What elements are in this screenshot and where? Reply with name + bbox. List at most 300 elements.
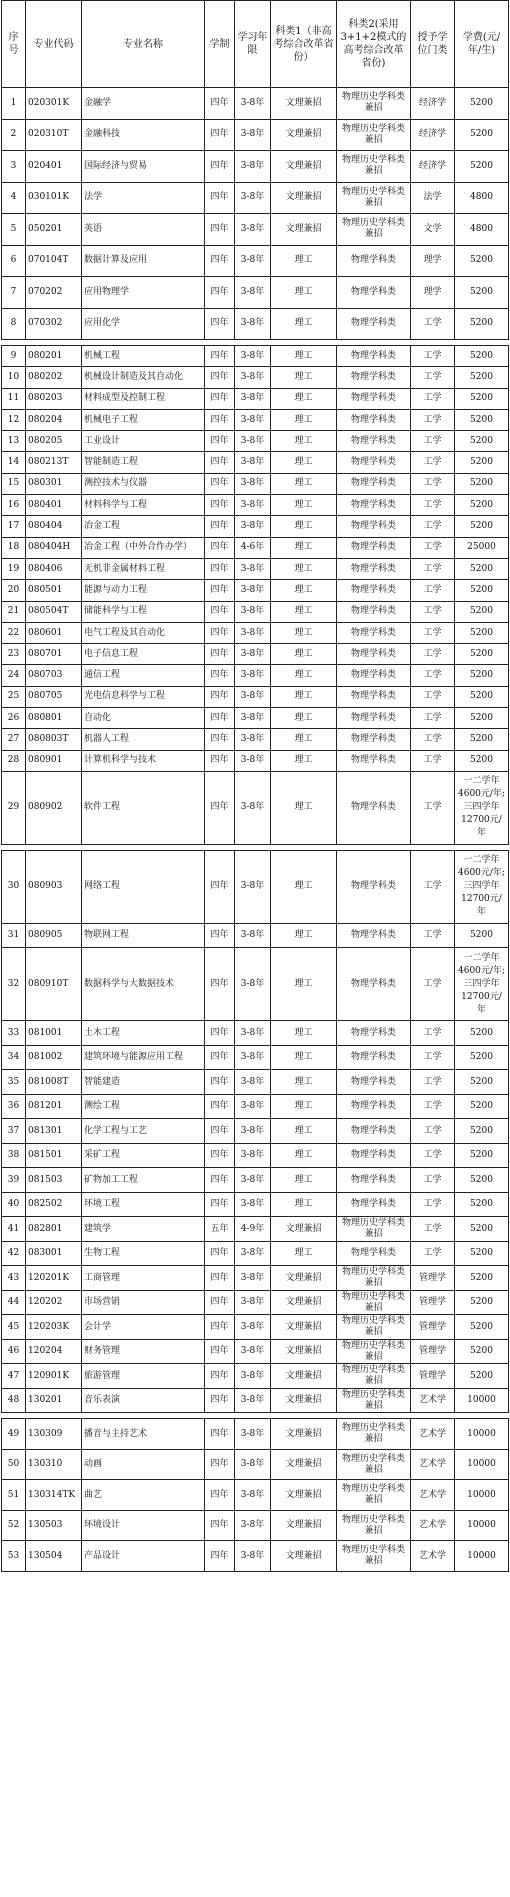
cell-code: 081503 — [26, 1168, 82, 1193]
cell-category-1: 理工 — [271, 346, 337, 367]
cell-name: 智能制造工程 — [82, 452, 205, 473]
cell-fee: 5200 — [455, 388, 509, 409]
cell-category-1: 文理兼招 — [271, 1388, 337, 1413]
cell-code: 080401 — [26, 495, 82, 516]
cell-code: 080201 — [26, 346, 82, 367]
cell-code: 130314TK — [26, 1480, 82, 1511]
cell-system: 四年 — [205, 495, 235, 516]
cell-name: 机械设计制造及其自动化 — [82, 367, 205, 388]
cell-code: 081001 — [26, 1021, 82, 1046]
cell-category-1: 理工 — [271, 923, 337, 948]
cell-category-1: 文理兼招 — [271, 1266, 337, 1291]
cell-years: 3-8年 — [235, 388, 271, 409]
cell-code: 081301 — [26, 1119, 82, 1144]
cell-fee: 10000 — [455, 1541, 509, 1572]
cell-years: 3-8年 — [235, 1449, 271, 1480]
cell-system: 四年 — [205, 708, 235, 729]
cell-name: 应用物理学 — [82, 277, 205, 309]
cell-category-2: 物理学科类 — [337, 1119, 411, 1144]
cell-degree: 艺术学 — [411, 1480, 455, 1511]
cell-years: 3-8年 — [235, 948, 271, 1021]
cell-fee: 一二学年4600元/年;三四学年12700元/年 — [455, 771, 509, 844]
cell-category-2: 物理学科类 — [337, 644, 411, 665]
cell-category-2: 物理学科类 — [337, 686, 411, 707]
table-row — [2, 1168, 509, 1193]
cell-category-2: 物理学科类 — [337, 1241, 411, 1266]
cell-degree: 经济学 — [411, 88, 455, 120]
cell-code: 070104T — [26, 245, 82, 277]
cell-category-1: 理工 — [271, 1119, 337, 1144]
cell-fee: 5200 — [455, 88, 509, 120]
cell-name: 财务管理 — [82, 1339, 205, 1364]
cell-years: 3-8年 — [235, 708, 271, 729]
cell-degree: 工学 — [411, 537, 455, 558]
cell-fee: 5200 — [455, 644, 509, 665]
cell-system: 四年 — [205, 1510, 235, 1541]
cell-name: 金融学 — [82, 88, 205, 120]
cell-seq: 7 — [2, 277, 26, 309]
cell-name: 工商管理 — [82, 1266, 205, 1291]
cell-degree: 经济学 — [411, 119, 455, 151]
cell-category-2: 物理学科类 — [337, 1168, 411, 1193]
cell-fee: 5200 — [455, 277, 509, 309]
cell-system: 四年 — [205, 182, 235, 214]
table-row — [2, 245, 509, 277]
cell-degree: 工学 — [411, 346, 455, 367]
cell-system: 四年 — [205, 277, 235, 309]
cell-fee: 4800 — [455, 214, 509, 246]
cell-seq: 19 — [2, 558, 26, 579]
cell-degree: 工学 — [411, 580, 455, 601]
cell-seq: 20 — [2, 580, 26, 601]
cell-category-1: 理工 — [271, 622, 337, 643]
cell-fee: 5200 — [455, 1315, 509, 1340]
cell-system: 四年 — [205, 1119, 235, 1144]
cell-category-1: 理工 — [271, 729, 337, 750]
table-row — [2, 750, 509, 771]
cell-system: 四年 — [205, 558, 235, 579]
cell-code: 080905 — [26, 923, 82, 948]
cell-category-2: 物理历史学科类兼招 — [337, 182, 411, 214]
cell-code: 030101K — [26, 182, 82, 214]
cell-fee: 5200 — [455, 516, 509, 537]
cell-seq: 30 — [2, 850, 26, 923]
table-row — [2, 1192, 509, 1217]
table-row — [2, 1119, 509, 1144]
cell-seq: 22 — [2, 622, 26, 643]
cell-category-2: 物理学科类 — [337, 1143, 411, 1168]
cell-category-1: 理工 — [271, 750, 337, 771]
cell-years: 3-8年 — [235, 686, 271, 707]
cell-seq: 24 — [2, 665, 26, 686]
cell-category-1: 文理兼招 — [271, 182, 337, 214]
cell-degree: 工学 — [411, 558, 455, 579]
cell-degree: 工学 — [411, 1143, 455, 1168]
cell-code: 080705 — [26, 686, 82, 707]
cell-code: 082801 — [26, 1217, 82, 1242]
cell-category-2: 物理历史学科类兼招 — [337, 1290, 411, 1315]
cell-fee: 5200 — [455, 1364, 509, 1389]
table-row — [2, 151, 509, 183]
cell-category-1: 理工 — [271, 409, 337, 430]
cell-code: 120204 — [26, 1339, 82, 1364]
cell-category-2: 物理学科类 — [337, 923, 411, 948]
cell-name: 测绘工程 — [82, 1094, 205, 1119]
cell-category-2: 物理学科类 — [337, 850, 411, 923]
cell-category-1: 文理兼招 — [271, 1315, 337, 1340]
cell-code: 080301 — [26, 473, 82, 494]
cell-seq: 50 — [2, 1449, 26, 1480]
cell-years: 3-8年 — [235, 580, 271, 601]
table-row — [2, 1315, 509, 1340]
cell-system: 四年 — [205, 88, 235, 120]
cell-degree: 工学 — [411, 622, 455, 643]
table-row — [2, 495, 509, 516]
cell-fee: 5200 — [455, 923, 509, 948]
cell-name: 光电信息科学与工程 — [82, 686, 205, 707]
cell-code: 130201 — [26, 1388, 82, 1413]
table-row — [2, 119, 509, 151]
cell-category-1: 文理兼招 — [271, 214, 337, 246]
cell-category-2: 物理历史学科类兼招 — [337, 1364, 411, 1389]
cell-years: 3-8年 — [235, 409, 271, 430]
cell-name: 会计学 — [82, 1315, 205, 1340]
cell-name: 无机非金属材料工程 — [82, 558, 205, 579]
header-seq: 序号 — [2, 1, 26, 88]
cell-degree: 工学 — [411, 367, 455, 388]
cell-system: 四年 — [205, 1045, 235, 1070]
table-row — [2, 1480, 509, 1511]
cell-name: 电子信息工程 — [82, 644, 205, 665]
header-code: 专业代码 — [26, 1, 82, 88]
cell-seq: 26 — [2, 708, 26, 729]
cell-seq: 2 — [2, 119, 26, 151]
cell-code: 080203 — [26, 388, 82, 409]
cell-years: 3-8年 — [235, 1480, 271, 1511]
cell-category-1: 理工 — [271, 1143, 337, 1168]
cell-system: 四年 — [205, 1315, 235, 1340]
cell-code: 080404 — [26, 516, 82, 537]
header-category-2: 科类2(采用3+1+2模式的高考综合改革省份) — [337, 1, 411, 88]
cell-years: 4-9年 — [235, 1217, 271, 1242]
cell-years: 3-8年 — [235, 214, 271, 246]
cell-years: 3-8年 — [235, 1021, 271, 1046]
cell-category-2: 物理历史学科类兼招 — [337, 119, 411, 151]
cell-degree: 艺术学 — [411, 1541, 455, 1572]
cell-seq: 6 — [2, 245, 26, 277]
cell-seq: 16 — [2, 495, 26, 516]
header-category-1: 科类1（非高考综合改革省份） — [271, 1, 337, 88]
cell-years: 3-8年 — [235, 1143, 271, 1168]
cell-years: 3-8年 — [235, 119, 271, 151]
cell-seq: 40 — [2, 1192, 26, 1217]
cell-code: 080801 — [26, 708, 82, 729]
cell-name: 土木工程 — [82, 1021, 205, 1046]
cell-fee: 5200 — [455, 580, 509, 601]
cell-years: 3-8年 — [235, 1541, 271, 1572]
cell-category-1: 理工 — [271, 452, 337, 473]
cell-name: 建筑学 — [82, 1217, 205, 1242]
cell-category-1: 理工 — [271, 516, 337, 537]
cell-years: 3-8年 — [235, 750, 271, 771]
cell-code: 080901 — [26, 750, 82, 771]
cell-name: 曲艺 — [82, 1480, 205, 1511]
cell-category-1: 理工 — [271, 708, 337, 729]
cell-seq: 5 — [2, 214, 26, 246]
cell-code: 070202 — [26, 277, 82, 309]
cell-fee: 5200 — [455, 119, 509, 151]
table-row — [2, 923, 509, 948]
cell-system: 四年 — [205, 1094, 235, 1119]
cell-code: 120201K — [26, 1266, 82, 1291]
cell-degree: 工学 — [411, 771, 455, 844]
table-row — [2, 1339, 509, 1364]
cell-name: 机械工程 — [82, 346, 205, 367]
cell-category-1: 理工 — [271, 850, 337, 923]
cell-fee: 5200 — [455, 1094, 509, 1119]
cell-name: 数据计算及应用 — [82, 245, 205, 277]
cell-category-2: 物理学科类 — [337, 245, 411, 277]
cell-category-2: 物理学科类 — [337, 388, 411, 409]
cell-code: 080406 — [26, 558, 82, 579]
cell-fee: 5200 — [455, 473, 509, 494]
cell-system: 四年 — [205, 948, 235, 1021]
table-row — [2, 1388, 509, 1413]
cell-fee: 10000 — [455, 1449, 509, 1480]
cell-category-2: 物理历史学科类兼招 — [337, 1388, 411, 1413]
cell-degree: 工学 — [411, 750, 455, 771]
cell-years: 3-8年 — [235, 367, 271, 388]
cell-name: 数据科学与大数据技术 — [82, 948, 205, 1021]
cell-seq: 41 — [2, 1217, 26, 1242]
cell-fee: 5200 — [455, 558, 509, 579]
cell-degree: 工学 — [411, 1192, 455, 1217]
cell-fee: 5200 — [455, 1045, 509, 1070]
cell-category-1: 理工 — [271, 948, 337, 1021]
cell-category-1: 理工 — [271, 367, 337, 388]
cell-code: 130504 — [26, 1541, 82, 1572]
table-row — [2, 729, 509, 750]
cell-code: 080404H — [26, 537, 82, 558]
cell-name: 环境工程 — [82, 1192, 205, 1217]
cell-category-2: 物理历史学科类兼招 — [337, 1480, 411, 1511]
cell-years: 3-8年 — [235, 601, 271, 622]
cell-code: 080803T — [26, 729, 82, 750]
cell-system: 四年 — [205, 665, 235, 686]
cell-seq: 42 — [2, 1241, 26, 1266]
table-row — [2, 346, 509, 367]
cell-fee: 5200 — [455, 1021, 509, 1046]
cell-name: 化学工程与工艺 — [82, 1119, 205, 1144]
table-row — [2, 558, 509, 579]
cell-seq: 27 — [2, 729, 26, 750]
cell-degree: 管理学 — [411, 1290, 455, 1315]
cell-code: 081201 — [26, 1094, 82, 1119]
cell-degree: 管理学 — [411, 1364, 455, 1389]
table-row — [2, 771, 509, 844]
table-row — [2, 665, 509, 686]
cell-name: 旅游管理 — [82, 1364, 205, 1389]
table-row — [2, 1094, 509, 1119]
cell-years: 3-8年 — [235, 431, 271, 452]
cell-category-1: 理工 — [271, 245, 337, 277]
cell-fee: 5200 — [455, 686, 509, 707]
cell-code: 070302 — [26, 308, 82, 340]
cell-years: 3-8年 — [235, 495, 271, 516]
table-row — [2, 1541, 509, 1572]
cell-years: 3-8年 — [235, 1241, 271, 1266]
header-system: 学制 — [205, 1, 235, 88]
cell-system: 四年 — [205, 151, 235, 183]
table-row — [2, 388, 509, 409]
cell-category-2: 物理历史学科类兼招 — [337, 1541, 411, 1572]
cell-years: 3-8年 — [235, 1094, 271, 1119]
header-name: 专业名称 — [82, 1, 205, 88]
cell-degree: 工学 — [411, 409, 455, 430]
cell-system: 四年 — [205, 1388, 235, 1413]
cell-category-1: 理工 — [271, 1045, 337, 1070]
cell-system: 四年 — [205, 850, 235, 923]
cell-years: 3-8年 — [235, 1339, 271, 1364]
cell-years: 3-8年 — [235, 1419, 271, 1450]
cell-years: 3-8年 — [235, 88, 271, 120]
cell-category-1: 文理兼招 — [271, 1419, 337, 1450]
cell-category-2: 物理学科类 — [337, 367, 411, 388]
cell-code: 082502 — [26, 1192, 82, 1217]
cell-category-2: 物理历史学科类兼招 — [337, 1449, 411, 1480]
cell-system: 四年 — [205, 473, 235, 494]
cell-fee: 5200 — [455, 750, 509, 771]
table-row — [2, 537, 509, 558]
cell-fee: 5200 — [455, 245, 509, 277]
cell-degree: 工学 — [411, 923, 455, 948]
cell-name: 动画 — [82, 1449, 205, 1480]
cell-years: 3-8年 — [235, 923, 271, 948]
cell-degree: 工学 — [411, 1094, 455, 1119]
cell-code: 081008T — [26, 1070, 82, 1095]
cell-system: 四年 — [205, 1266, 235, 1291]
cell-category-1: 理工 — [271, 431, 337, 452]
table-row — [2, 850, 509, 923]
cell-name: 冶金工程 — [82, 516, 205, 537]
cell-degree: 工学 — [411, 388, 455, 409]
cell-code: 080204 — [26, 409, 82, 430]
cell-years: 3-8年 — [235, 1192, 271, 1217]
cell-seq: 32 — [2, 948, 26, 1021]
cell-code: 020310T — [26, 119, 82, 151]
cell-years: 3-8年 — [235, 771, 271, 844]
cell-degree: 工学 — [411, 665, 455, 686]
cell-category-1: 理工 — [271, 686, 337, 707]
cell-seq: 9 — [2, 346, 26, 367]
table-row — [2, 948, 509, 1021]
cell-system: 四年 — [205, 1070, 235, 1095]
cell-seq: 33 — [2, 1021, 26, 1046]
cell-name: 通信工程 — [82, 665, 205, 686]
cell-years: 3-8年 — [235, 1266, 271, 1291]
cell-code: 080202 — [26, 367, 82, 388]
table-row — [2, 182, 509, 214]
cell-name: 材料成型及控制工程 — [82, 388, 205, 409]
cell-years: 3-8年 — [235, 1290, 271, 1315]
cell-category-1: 文理兼招 — [271, 1510, 337, 1541]
cell-fee: 5200 — [455, 346, 509, 367]
cell-code: 083001 — [26, 1241, 82, 1266]
cell-category-2: 物理历史学科类兼招 — [337, 88, 411, 120]
header-fee: 学费(元/年/生) — [455, 1, 509, 88]
table-row — [2, 1364, 509, 1389]
table-row — [2, 1070, 509, 1095]
cell-seq: 11 — [2, 388, 26, 409]
cell-fee: 5200 — [455, 367, 509, 388]
cell-name: 产品设计 — [82, 1541, 205, 1572]
cell-category-1: 理工 — [271, 580, 337, 601]
cell-fee: 10000 — [455, 1480, 509, 1511]
cell-years: 3-8年 — [235, 245, 271, 277]
table-body — [2, 88, 509, 1572]
cell-code: 120202 — [26, 1290, 82, 1315]
cell-category-1: 文理兼招 — [271, 151, 337, 183]
cell-category-1: 理工 — [271, 558, 337, 579]
cell-degree: 工学 — [411, 644, 455, 665]
cell-name: 法学 — [82, 182, 205, 214]
cell-category-2: 物理学科类 — [337, 750, 411, 771]
cell-fee: 5200 — [455, 708, 509, 729]
cell-category-1: 理工 — [271, 1070, 337, 1095]
cell-name: 工业设计 — [82, 431, 205, 452]
cell-category-1: 理工 — [271, 644, 337, 665]
cell-system: 四年 — [205, 622, 235, 643]
cell-category-1: 文理兼招 — [271, 1541, 337, 1572]
cell-degree: 工学 — [411, 601, 455, 622]
cell-seq: 35 — [2, 1070, 26, 1095]
cell-fee: 10000 — [455, 1419, 509, 1450]
cell-category-1: 理工 — [271, 1021, 337, 1046]
cell-name: 音乐表演 — [82, 1388, 205, 1413]
cell-degree: 工学 — [411, 308, 455, 340]
cell-name: 采矿工程 — [82, 1143, 205, 1168]
cell-fee: 5200 — [455, 151, 509, 183]
cell-seq: 1 — [2, 88, 26, 120]
cell-fee: 5200 — [455, 1217, 509, 1242]
cell-seq: 10 — [2, 367, 26, 388]
cell-fee: 5200 — [455, 1119, 509, 1144]
cell-category-2: 物理历史学科类兼招 — [337, 1510, 411, 1541]
cell-degree: 经济学 — [411, 151, 455, 183]
table-row — [2, 686, 509, 707]
cell-system: 四年 — [205, 1143, 235, 1168]
cell-name: 冶金工程（中外合作办学） — [82, 537, 205, 558]
cell-category-1: 理工 — [271, 1094, 337, 1119]
cell-fee: 5200 — [455, 452, 509, 473]
table-row — [2, 473, 509, 494]
cell-seq: 18 — [2, 537, 26, 558]
cell-years: 3-8年 — [235, 1119, 271, 1144]
cell-degree: 工学 — [411, 1241, 455, 1266]
cell-seq: 51 — [2, 1480, 26, 1511]
cell-years: 3-8年 — [235, 151, 271, 183]
cell-seq: 25 — [2, 686, 26, 707]
cell-category-1: 理工 — [271, 665, 337, 686]
cell-years: 3-8年 — [235, 516, 271, 537]
cell-seq: 46 — [2, 1339, 26, 1364]
cell-code: 080701 — [26, 644, 82, 665]
cell-code: 081501 — [26, 1143, 82, 1168]
cell-category-2: 物理历史学科类兼招 — [337, 1339, 411, 1364]
cell-name: 自动化 — [82, 708, 205, 729]
cell-years: 3-8年 — [235, 1315, 271, 1340]
cell-category-2: 物理学科类 — [337, 558, 411, 579]
